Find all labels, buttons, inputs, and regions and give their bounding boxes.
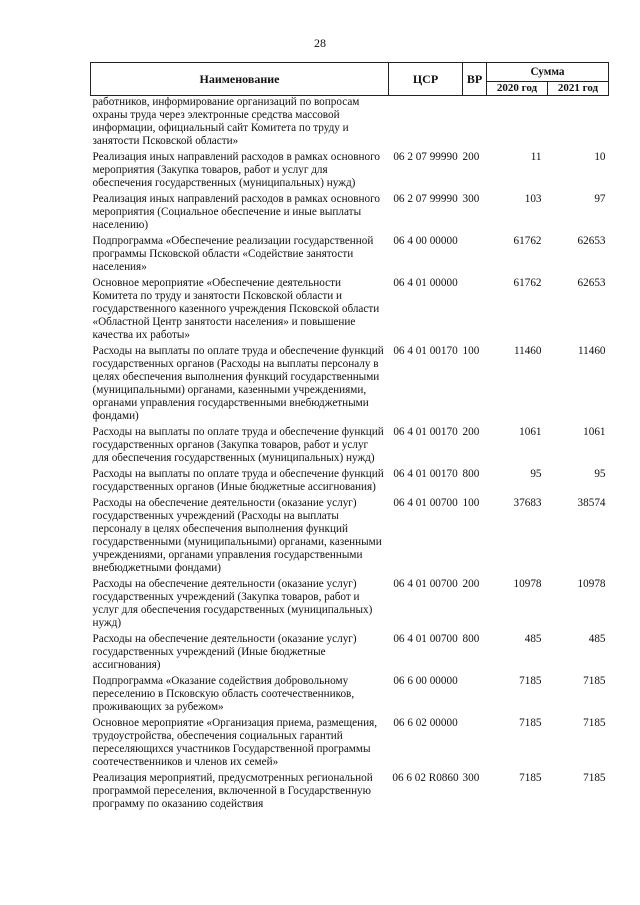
- row-amount-2020-cell: 485: [524, 633, 542, 645]
- column-header-sum: Сумма: [487, 63, 609, 82]
- row-amount-2021-cell: 97: [594, 193, 606, 205]
- row-csr-cell: 06 6 00 00000: [393, 675, 458, 687]
- column-header-vr: ВР: [463, 63, 487, 96]
- row-csr-cell: 06 2 07 99990: [393, 193, 458, 205]
- row-csr-cell: 06 2 07 99990: [393, 151, 458, 163]
- row-amount-2020-cell: 61762: [513, 235, 542, 247]
- row-vr-cell: [463, 96, 487, 152]
- row-vr-cell: 800: [462, 468, 480, 480]
- row-amount-2021-cell: 485: [588, 633, 606, 645]
- row-amount-2021-cell: 38574: [577, 497, 606, 509]
- row-vr-cell: 100: [462, 345, 480, 357]
- row-amount-2021-cell: 62653: [577, 277, 606, 289]
- row-amount-2020-cell: 11460: [513, 345, 542, 357]
- row-amount-2021-cell: [548, 96, 609, 152]
- row-amount-2020-cell: 95: [530, 468, 542, 480]
- row-name-cell: Подпрограмма «Оказание содействия добровольному переселению в Псковскую область соотечественников, проживающих за рубежом»: [92, 675, 355, 713]
- row-amount-2021-cell: 10: [594, 151, 606, 163]
- table-row: [91, 497, 609, 578]
- row-vr-cell: [463, 235, 487, 277]
- row-vr-cell: [463, 675, 487, 717]
- row-vr-cell: 800: [462, 633, 480, 645]
- table-row: [91, 468, 609, 497]
- row-csr-cell: 06 4 00 00000: [393, 235, 458, 247]
- row-csr-cell: 06 6 02 00000: [393, 717, 458, 729]
- row-amount-2020-cell: 10978: [513, 578, 542, 590]
- table-row: [91, 426, 609, 468]
- row-name-cell: Основное мероприятие «Обеспечение деятельности Комитета по труду и занятости Псковской области и государственного казенного учреждения Псковской области «Областной Центр занятости населения» и повышение качества их работы»: [92, 277, 380, 341]
- row-vr-cell: 200: [462, 426, 480, 438]
- row-csr-cell: [389, 96, 463, 152]
- row-vr-cell: 200: [462, 151, 480, 163]
- row-amount-2021-cell: 7185: [583, 675, 606, 687]
- row-csr-cell: 06 4 01 00170: [393, 426, 458, 438]
- table-row: [91, 772, 609, 814]
- row-amount-2021-cell: 1061: [583, 426, 606, 438]
- table-row: [91, 193, 609, 235]
- table-row: [91, 633, 609, 675]
- row-name-cell: Расходы на выплаты по оплате труда и обеспечение функций государственных органов (Закупка товаров, работ и услуг для обеспечения государственных (муниципальных) нужд): [92, 426, 384, 464]
- row-amount-2021-cell: 7185: [583, 772, 606, 784]
- row-amount-2020-cell: 103: [524, 193, 542, 205]
- row-name-cell: Расходы на обеспечение деятельности (оказание услуг) государственных учреждений (Иные бюджетные ассигнования): [92, 633, 357, 671]
- budget-table: [90, 62, 609, 814]
- row-amount-2021-cell: 62653: [577, 235, 606, 247]
- row-name-cell: Расходы на выплаты по оплате труда и обеспечение функций государственных органов (Иные бюджетные ассигнования): [92, 468, 384, 493]
- row-vr-cell: 300: [462, 193, 480, 205]
- row-amount-2021-cell: 95: [594, 468, 606, 480]
- row-vr-cell: 300: [462, 772, 480, 784]
- table-row: [91, 277, 609, 345]
- table-row: [91, 235, 609, 277]
- row-amount-2020-cell: 11: [530, 151, 542, 163]
- row-name-cell: Расходы на выплаты по оплате труда и обеспечение функций государственных органов (Расходы на выплаты персоналу в целях обеспечения выполнения функций государственными (муниципальными) органами, казенными учреждениями, органами управления государственными внебюджетными фондами): [92, 345, 384, 422]
- row-amount-2020-cell: 7185: [519, 772, 542, 784]
- table-row: [91, 151, 609, 193]
- row-name-cell: Реализация иных направлений расходов в рамках основного мероприятия (Социальное обеспечение и иные выплаты населению): [92, 193, 380, 231]
- table-row: [91, 717, 609, 772]
- row-name-cell: Расходы на обеспечение деятельности (оказание услуг) государственных учреждений (Закупка товаров, работ и услуг для обеспечения государственных (муниципальных) нужд): [92, 578, 373, 629]
- row-amount-2021-cell: 7185: [583, 717, 606, 729]
- row-csr-cell: 06 4 01 00000: [393, 277, 458, 289]
- page-number: 28: [314, 36, 326, 50]
- row-csr-cell: 06 4 01 00170: [393, 468, 458, 480]
- row-amount-2021-cell: 10978: [577, 578, 606, 590]
- row-amount-2020-cell: 61762: [513, 277, 542, 289]
- row-name-cell: Подпрограмма «Обеспечение реализации государственной программы Псковской области «Содействие занятости населения»: [92, 235, 374, 273]
- row-vr-cell: [463, 717, 487, 772]
- column-header-year-2020: 2020 год: [487, 82, 548, 96]
- row-amount-2020-cell: 7185: [519, 717, 542, 729]
- table-row: [91, 578, 609, 633]
- row-csr-cell: 06 4 01 00700: [393, 633, 458, 645]
- table-row: [91, 675, 609, 717]
- row-amount-2020-cell: [487, 96, 548, 152]
- row-name-cell: Реализация иных направлений расходов в рамках основного мероприятия (Закупка товаров, работ и услуг для обеспечения государственных (муниципальных) нужд): [92, 151, 380, 189]
- table-header: [91, 63, 609, 96]
- row-csr-cell: 06 4 01 00700: [393, 578, 458, 590]
- row-name-cell: работников, информирование организаций по вопросам охраны труда через электронные средства массовой информации, официальный сайт Комитета по труду и занятости Псковской области»: [92, 96, 360, 147]
- row-amount-2020-cell: 7185: [519, 675, 542, 687]
- table-row: [91, 96, 609, 152]
- column-header-year-2021: 2021 год: [548, 82, 609, 96]
- row-amount-2021-cell: 11460: [577, 345, 606, 357]
- table-row: [91, 345, 609, 426]
- row-vr-cell: 100: [462, 497, 480, 509]
- row-amount-2020-cell: 1061: [519, 426, 542, 438]
- row-amount-2020-cell: 37683: [513, 497, 542, 509]
- row-csr-cell: 06 4 01 00170: [393, 345, 458, 357]
- row-csr-cell: 06 4 01 00700: [393, 497, 458, 509]
- column-header-csr: ЦСР: [389, 63, 463, 96]
- row-name-cell: Реализация мероприятий, предусмотренных региональной программой переселения, включенной в Государственную программу по оказанию содействия: [92, 772, 373, 810]
- table-body: [91, 96, 609, 815]
- column-header-name: Наименование: [91, 63, 389, 96]
- row-name-cell: Расходы на обеспечение деятельности (оказание услуг) государственных учреждений (Расходы на выплаты персоналу в целях обеспечения выполнения функций государственными (муниципальными) органами, казенными учреждениями, органами управления государственными внебюджетными фондами): [92, 497, 382, 574]
- row-vr-cell: 200: [462, 578, 480, 590]
- row-csr-cell: 06 6 02 R0860: [392, 772, 459, 784]
- row-vr-cell: [463, 277, 487, 345]
- row-name-cell: Основное мероприятие «Организация приема, размещения, трудоустройства, обеспечения социальных гарантий переселяющихся участников Государственной программы соотечественников и членов их семей»: [92, 717, 378, 768]
